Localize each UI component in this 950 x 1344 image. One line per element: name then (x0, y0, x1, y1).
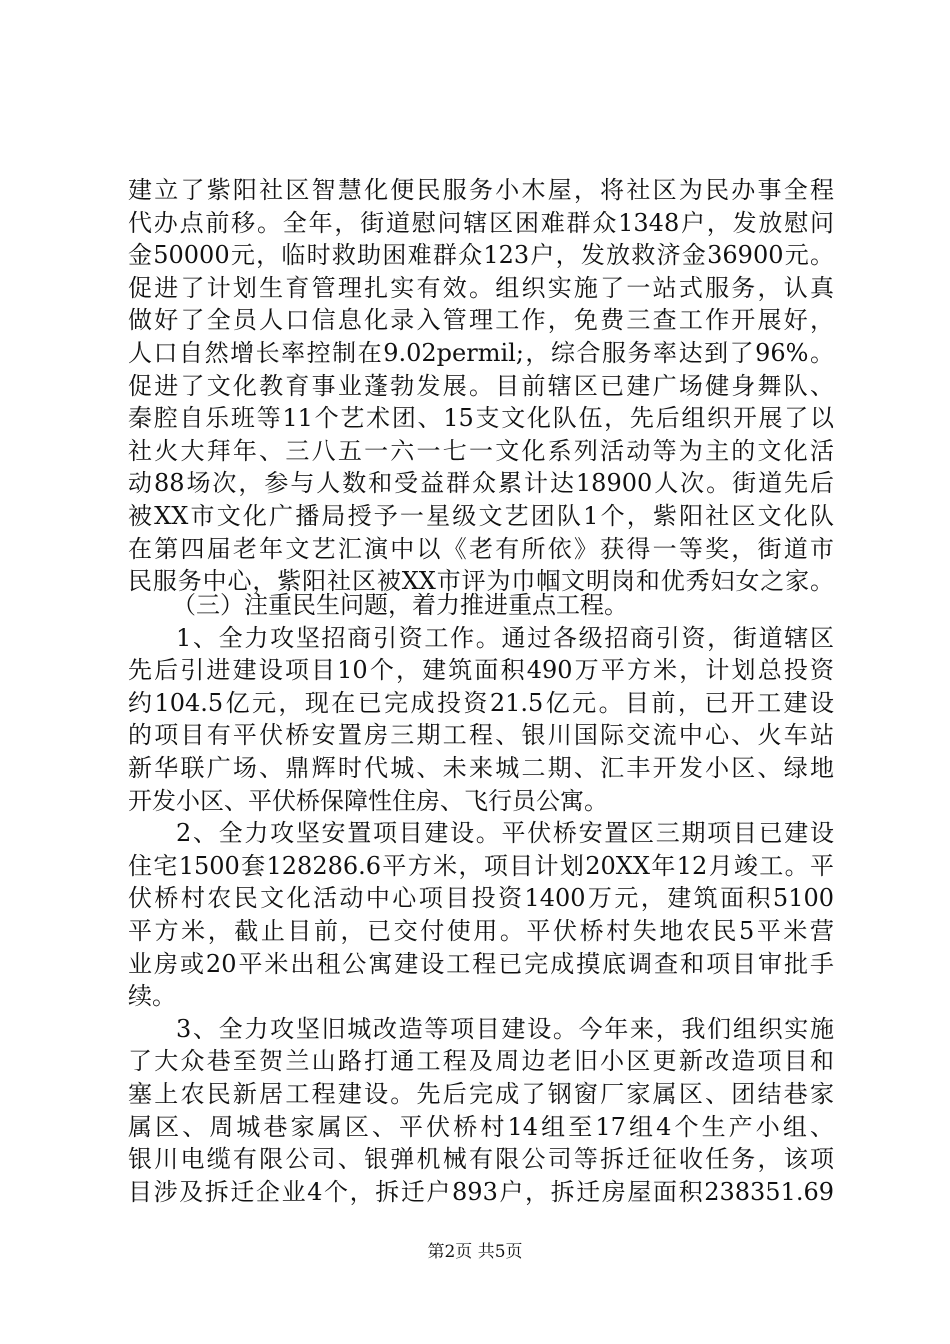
text-line: 建立了紫阳社区智慧化便民服务小木屋，将社区为民办事全程 (128, 176, 834, 204)
text-line: 先后引进建设项目10个，建筑面积490万平方米，计划总投资 (128, 656, 834, 685)
paragraph-investment (128, 622, 834, 818)
text-line: 3、全力攻坚旧城改造等项目建设。今年来，我们组织实施 (176, 1014, 834, 1043)
text-line: 民服务中心，紫阳社区被XX市评为巾帼文明岗和优秀妇女之家。 (128, 567, 834, 596)
text-line: 1、全力攻坚招商引资工作。通过各级招商引资，街道辖区 (176, 623, 834, 652)
section-heading: （三）注重民生问题，着力推进重点工程。 (172, 591, 628, 619)
text-line: 被XX市文化广播局授予一星级文艺团队1个，紫阳社区文化队 (128, 501, 834, 530)
section-key-projects (128, 589, 834, 1208)
text-line: 业房或20平米出租公寓建设工程已完成摸底调查和项目审批手 (128, 949, 834, 978)
text-line: 银川电缆有限公司、银弹机械有限公司等拆迁征收任务，该项 (128, 1145, 834, 1174)
text-line: 动88场次，参与人数和受益群众累计达18900人次。街道先后 (128, 469, 834, 498)
text-line: 的项目有平伏桥安置房三期工程、银川国际交流中心、火车站 (128, 721, 834, 750)
paragraph-resettlement (128, 817, 834, 1013)
text-line: 人口自然增长率控制在9.02permil;，综合服务率达到了96%。 (128, 338, 834, 367)
text-line: 约104.5亿元，现在已完成投资21.5亿元。目前，已开工建设 (128, 688, 834, 717)
text-line: 在第四届老年文艺汇演中以《老有所依》获得一等奖，街道市 (128, 534, 834, 563)
text-line: 促进了文化教育事业蓬勃发展。目前辖区已建广场健身舞队、 (128, 371, 834, 400)
text-line: 开发小区、平伏桥保障性住房、飞行员公寓。 (128, 786, 608, 815)
text-line: 住宅1500套128286.6平方米，项目计划20XX年12月竣工。平 (128, 851, 834, 880)
text-line: 属区、周城巷家属区、平伏桥村14组至17组4个生产小组、 (128, 1112, 834, 1141)
text-line: 目涉及拆迁企业4个，拆迁户893户，拆迁房屋面积238351.69 (128, 1177, 834, 1206)
text-line: 社火大拜年、三八五一六一七一文化系列活动等为主的文化活 (128, 436, 834, 465)
text-line: 新华联广场、鼎辉时代城、未来城二期、汇丰开发小区、绿地 (128, 753, 834, 782)
text-line: 秦腔自乐班等11个艺术团、15支文化队伍，先后组织开展了以 (128, 404, 834, 433)
text-line: 了大众巷至贺兰山路打通工程及周边老旧小区更新改造项目和 (128, 1047, 834, 1076)
text-line: 代办点前移。全年，街道慰问辖区困难群众1348户，发放慰问 (128, 208, 834, 237)
text-line: 伏桥村农民文化活动中心项目投资1400万元，建筑面积5100 (128, 884, 834, 913)
text-line: 2、全力攻坚安置项目建设。平伏桥安置区三期项目已建设 (176, 819, 834, 848)
text-line: 塞上农民新居工程建设。先后完成了钢窗厂家属区、团结巷家 (128, 1079, 834, 1108)
text-line: 促进了计划生育管理扎实有效。组织实施了一站式服务，认真 (128, 273, 834, 302)
paragraph-renovation (128, 1013, 834, 1209)
text-line: 做好了全员人口信息化录入管理工作，免费三查工作开展好， (128, 306, 834, 335)
text-line: 续。 (128, 982, 176, 1011)
page-number: 第2页 共5页 (427, 1242, 523, 1262)
text-line: 平方米，截止目前，已交付使用。平伏桥村失地农民5平米营 (128, 916, 834, 945)
text-line: 金50000元，临时救助困难群众123户，发放救济金36900元。 (128, 241, 834, 270)
paragraph-community-services (128, 174, 834, 598)
